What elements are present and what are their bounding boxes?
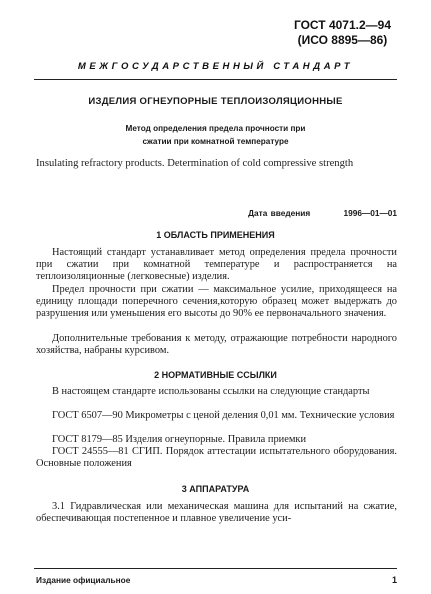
intro-date xyxy=(0,208,397,218)
method-line-2: сжатии при комнатной температуре xyxy=(142,137,289,146)
paragraph-scope-3: Дополнительные требования к методу, отражающие потребности народного хозяйства, набраны курсивом. xyxy=(36,333,397,356)
page-number: 1 xyxy=(391,575,397,585)
intro-date-value: 1996—01—01 xyxy=(343,208,397,218)
method-line-1: Метод определения предела прочности при xyxy=(125,124,306,133)
method-subtitle xyxy=(0,122,431,148)
footer-divider xyxy=(34,568,397,569)
paragraph-references-intro: В настоящем стандарте использованы ссылки на следующие стандарты xyxy=(52,386,370,397)
section-heading-references: 2 НОРМАТИВНЫЕ ССЫЛКИ xyxy=(154,370,277,380)
reference-gost-24555: ГОСТ 24555—81 СГИП. Порядок аттестации испытательного оборудования. Основные положения xyxy=(36,446,397,469)
document-title: ИЗДЕЛИЯ ОГНЕУПОРНЫЕ ТЕПЛОИЗОЛЯЦИОННЫЕ xyxy=(88,96,343,107)
iso-number: (ИСО 8895—86) xyxy=(297,33,388,47)
reference-gost-8179: ГОСТ 8179—85 Изделия огнеупорные. Правила приемки xyxy=(52,434,307,445)
english-title: Insulating refractory products. Determination of cold compressive strength xyxy=(36,158,354,169)
gost-number: ГОСТ 4071.2—94 xyxy=(293,18,391,32)
intro-date-label: Дата введения xyxy=(248,208,311,218)
edition-label: Издание официальное xyxy=(36,575,131,585)
section-heading-scope: 1 ОБЛАСТЬ ПРИМЕНЕНИЯ xyxy=(156,230,275,240)
paragraph-scope-2: Предел прочности при сжатии — максимальное усилие, приходящееся на единицу площади поперечного сечения,которую образец может выдержать до разрушения или уменьшения его высоты до 90% ее первоначального значения. xyxy=(36,284,397,319)
document-code xyxy=(294,18,391,48)
paragraph-scope-1: Настоящий стандарт устанавливает метод определения предела прочности при сжатии при комнатной температуре и распространяется на теплоизоляционные (легковесные) изделия. xyxy=(36,247,397,282)
section-heading-apparatus: 3 АППАРАТУРА xyxy=(181,484,250,494)
paragraph-apparatus-1: 3.1 Гидравлическая или механическая машина для испытаний на сжатие, обеспечивающая постепенное и плавное увеличение уси- xyxy=(36,501,397,524)
header-divider xyxy=(34,79,397,80)
standard-type: МЕЖГОСУДАРСТВЕННЫЙ СТАНДАРТ xyxy=(77,61,354,72)
reference-gost-6507: ГОСТ 6507—90 Микрометры с ценой деления 0,01 мм. Технические условия xyxy=(52,410,395,421)
